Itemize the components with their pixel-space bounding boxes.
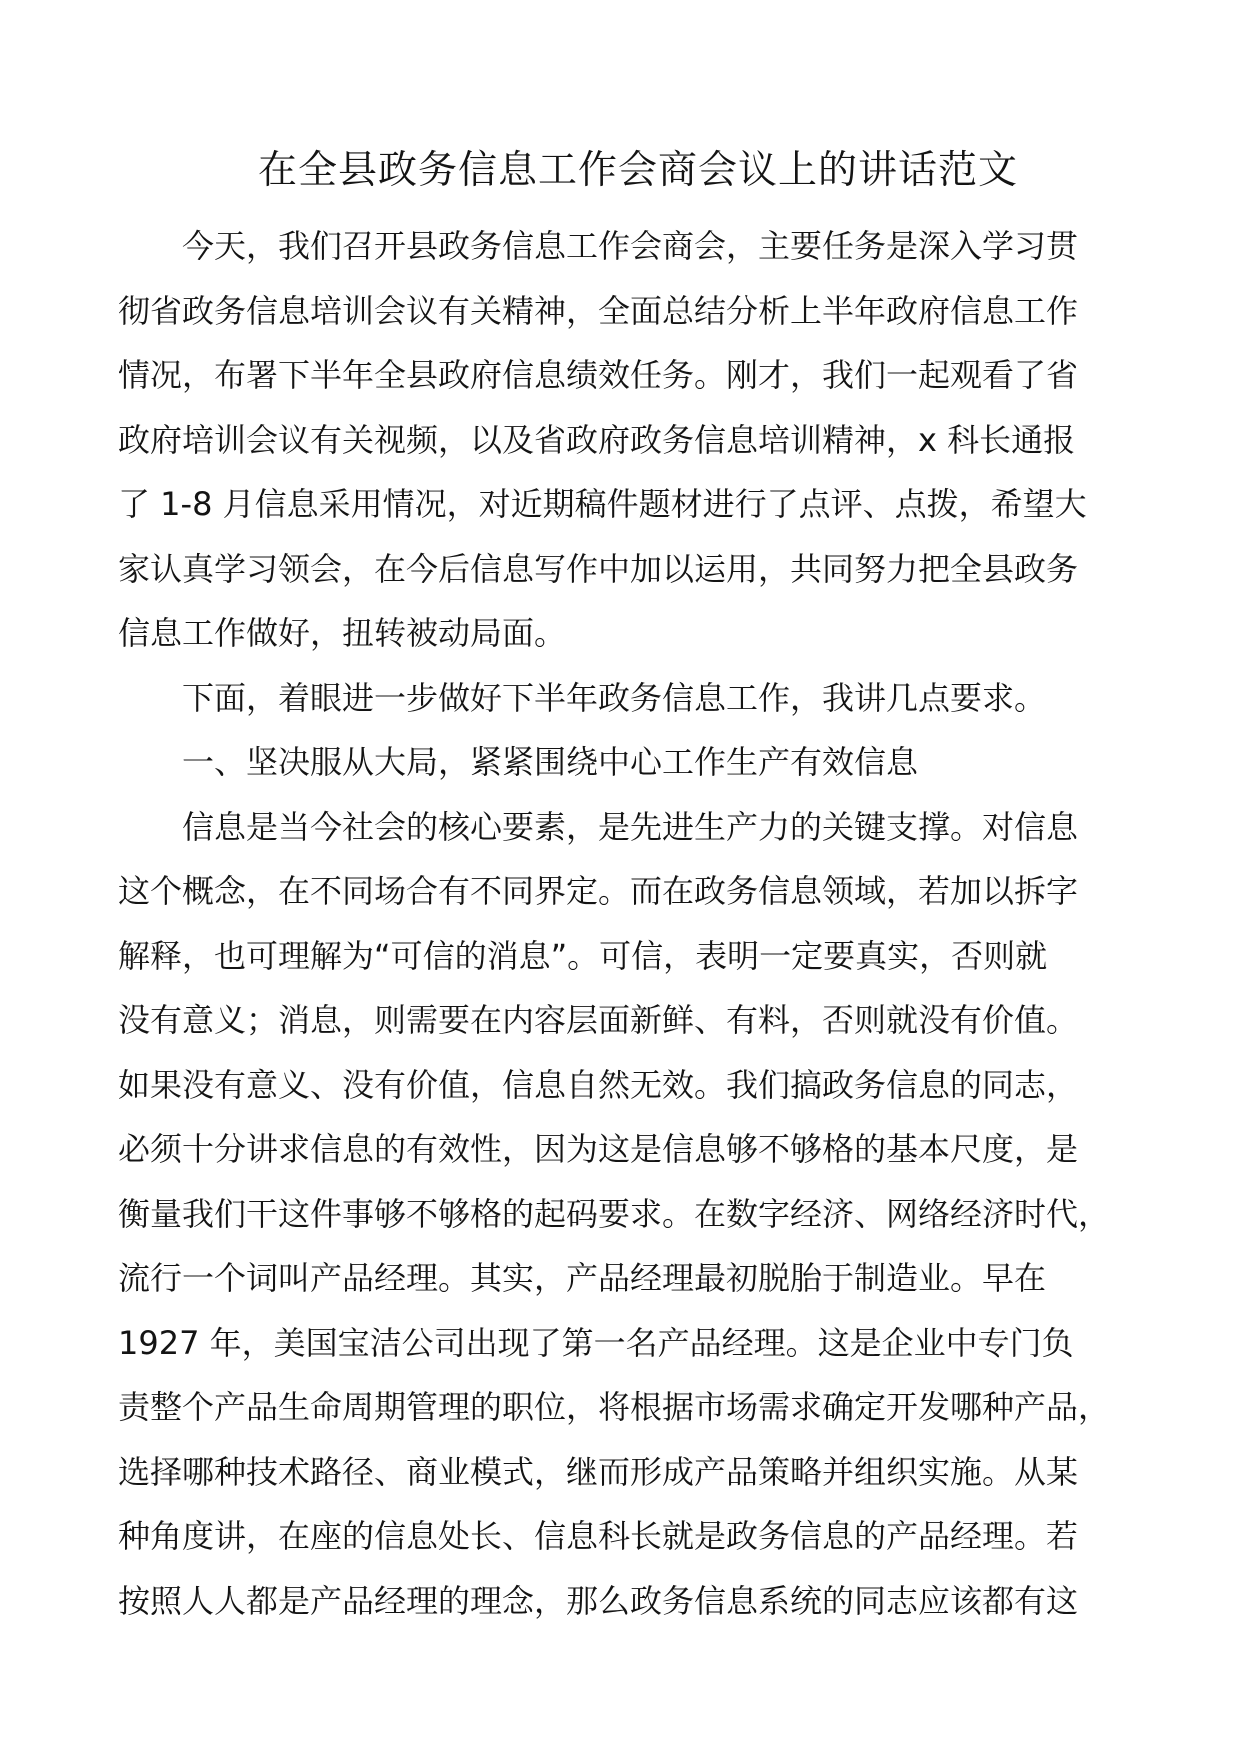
text-line: 没有意义；消息，则需要在内容层面新鲜、有料，否则就没有价值。 <box>118 1001 1079 1039</box>
text-line: 彻省政务信息培训会议有关精神，全面总结分析上半年政府信息工作 <box>118 291 1079 330</box>
text-line: 信息是当今社会的核心要素，是先进生产力的关键支撑。对信息 <box>182 807 1079 846</box>
paragraph-intro <box>118 214 1158 666</box>
text-line: 这个概念，在不同场合有不同界定。而在政务信息领域，若加以拆字 <box>118 872 1079 910</box>
text-line: 解释，也可理解为“可信的消息”。可信，表明一定要真实，否则就 <box>118 936 1048 975</box>
section-heading-1: 一、坚决服从大局，紧紧围绕中心工作生产有效信息 <box>182 743 919 781</box>
text-line: 1927 年，美国宝洁公司出现了第一名产品经理。这是企业中专门负 <box>118 1323 1074 1362</box>
text-line: 如果没有意义、没有价值，信息自然无效。我们搞政务信息的同志， <box>118 1065 1079 1104</box>
text-line: 选择哪种技术路径、商业模式，继而形成产品策略并组织实施。从某 <box>118 1452 1079 1491</box>
text-line: 政府培训会议有关视频，以及省政府政务信息培训精神，x 科长通报 <box>118 420 1076 459</box>
text-line: 情况，布署下半年全县政府信息绩效任务。刚才，我们一起观看了省 <box>118 356 1079 394</box>
text-line: 信息工作做好，扭转被动局面。 <box>118 614 567 652</box>
paragraph-section-1 <box>118 795 1158 1634</box>
document-page <box>118 140 1158 1633</box>
text-line: 流行一个词叫产品经理。其实，产品经理最初脱胎于制造业。早在 <box>118 1259 1047 1297</box>
text-line: 衡量我们干这件事够不够格的起码要求。在数字经济、网络经济时代， <box>118 1194 1111 1233</box>
text-line: 家认真学习领会，在今后信息写作中加以运用，共同努力把全县政务 <box>118 549 1079 588</box>
document-title: 在全县政务信息工作会商会议上的讲话范文 <box>257 148 1018 193</box>
text-line: 今天，我们召开县政务信息工作会商会，主要任务是深入学习贯 <box>182 227 1079 265</box>
text-line: 按照人人都是产品经理的理念，那么政务信息系统的同志应该都有这 <box>118 1581 1079 1620</box>
paragraph-transition <box>118 666 1158 731</box>
text-line: 种角度讲，在座的信息处长、信息科长就是政务信息的产品经理。若 <box>118 1517 1079 1555</box>
text-line: 必须十分讲求信息的有效性，因为这是信息够不够格的基本尺度，是 <box>118 1130 1079 1168</box>
text-line: 下面，着眼进一步做好下半年政务信息工作，我讲几点要求。 <box>182 678 1047 717</box>
text-line: 了 1-8 月信息采用情况，对近期稿件题材进行了点评、点拨，希望大 <box>118 485 1087 523</box>
text-line: 责整个产品生命周期管理的职位，将根据市场需求确定开发哪种产品， <box>118 1388 1111 1426</box>
document-body <box>118 214 1158 1633</box>
